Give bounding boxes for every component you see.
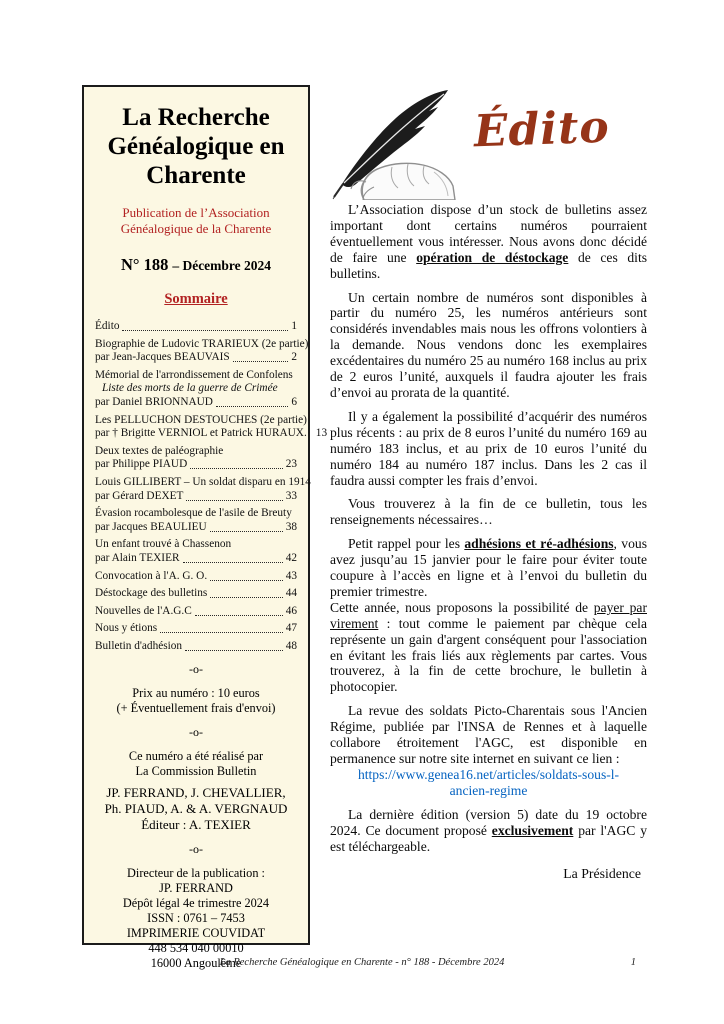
toc-page-number: 33: [285, 489, 297, 502]
toc-page-number: 38: [285, 520, 297, 533]
separator: -o-: [189, 662, 203, 677]
toc-entry-label: Déstockage des bulletins: [95, 587, 208, 600]
toc-entry-nous-y-etions: [95, 622, 297, 636]
toc-page-number: 44: [285, 587, 297, 600]
edito-paragraph-5a: [330, 536, 647, 600]
toc-entry-label: Nous y étions: [95, 622, 158, 635]
publication-director-name: JP. FERRAND: [159, 881, 233, 896]
toc-page-number: 43: [285, 569, 297, 582]
credits-line2: La Commission Bulletin: [135, 764, 257, 779]
dot-leader: [122, 330, 288, 331]
paragraph-text: Cette année, nous proposons la possibilité de: [330, 599, 594, 615]
paragraph-text: de ces dits bulletins.: [330, 249, 648, 281]
dot-leader: [210, 531, 283, 532]
emphasized-text: adhésions et ré-adhésions: [464, 536, 614, 552]
publication-subtitle-line1: Publication de l’Association: [122, 205, 270, 220]
issn: ISSN : 0761 – 7453: [147, 911, 245, 926]
sommaire-heading: Sommaire: [164, 291, 228, 307]
toc-entry-enfant: [95, 538, 297, 565]
paragraph-text: , vous avez jusqu’au 15 janvier pour le faire pour éviter toute coupure à l’accès en ligne et à l’envoi du bulletin du premier trimestre.: [330, 536, 647, 599]
price-block: [95, 686, 297, 716]
quill-in-hand-icon: [330, 86, 470, 200]
dot-leader: [183, 562, 283, 563]
toc-entry-label: Bulletin d'adhésion: [95, 639, 183, 652]
toc-entry-label: Deux textes de paléographie: [95, 444, 224, 457]
soldats-article-link[interactable]: [358, 767, 619, 798]
edito-header: [330, 86, 647, 202]
link-line2: ancien-regime: [449, 782, 528, 798]
footer-title: La Recherche Généalogique en Charente - n° 188 - Décembre 2024: [219, 957, 505, 968]
issue-date: – Décembre 2024: [172, 258, 272, 273]
publication-info-block: [95, 866, 297, 971]
toc-page-number: 13: [315, 427, 328, 440]
sidebar-box: [82, 85, 328, 971]
edito-column: [330, 86, 647, 882]
separator: -o-: [189, 725, 203, 740]
toc-page-number: 2: [291, 351, 297, 364]
toc-page-number: 1: [291, 320, 297, 332]
paragraph-text: par l'AGC y est téléchargeable.: [330, 822, 647, 854]
separator: -o-: [189, 842, 203, 857]
link-line1: https://www.genea16.net/articles/soldats-sous-l-: [357, 766, 620, 782]
toc-entry-label: Mémorial de l'arrondissement de Confolens: [95, 368, 293, 381]
toc-entry-destockage: [95, 587, 297, 601]
toc-entry-subtitle: Liste des morts de la guerre de Crimée: [102, 382, 278, 395]
committee-block: [95, 785, 297, 833]
toc-entry-nouvelles: [95, 605, 297, 619]
toc-entry-author: par Gérard DEXET: [95, 489, 184, 502]
paragraph-text: La dernière édition (version 5) date du 19 octobre 2024. Ce document proposé: [330, 806, 647, 838]
toc-entry-label: Biographie de Ludovic TRARIEUX (2e partie): [95, 337, 309, 350]
edito-paragraph-6: La revue des soldats Picto-Charentais sous l'Ancien Régime, publiée par l'INSA de Rennes et à laquelle collabore étroitement l'AGC, est disponible en permanence sur notre site internet en suivant ce lien :: [330, 703, 647, 766]
dot-leader: [185, 650, 283, 651]
toc-entry-biographie: [95, 337, 309, 365]
committee-line2: Ph. PIAUD, A. & A. VERGNAUD: [104, 801, 288, 817]
toc-entry-label: Les PELLUCHON DESTOUCHES (2e partie): [95, 413, 307, 426]
price-line2: (+ Éventuellement frais d'envoi): [116, 701, 276, 716]
toc-entry-edito: [95, 320, 297, 334]
toc-entry-author: par Philippe PIAUD: [95, 458, 188, 471]
paragraph-text: : tout comme le paiement par chèque cela représente un gain d'argent conséquent pour l'association en évitant les frais liés aux règlements par cartes. Vous trouverez, à la fin de cette brochure, le bulletin à photocopier.: [330, 615, 647, 695]
toc-entry-author: par Daniel BRIONNAUD: [95, 395, 213, 408]
underlined-text: payer par virement: [330, 599, 647, 631]
toc-entry-gillibert: [95, 475, 311, 503]
toc-page-number: 48: [285, 639, 297, 652]
toc-entry-author: par Jean-Jacques BEAUVAIS: [95, 351, 230, 364]
toc-entry-memorial: [95, 369, 297, 410]
dot-leader: [216, 406, 288, 407]
toc-entry-label: Un enfant trouvé à Chassenon: [95, 538, 232, 551]
toc-entry-author: par Jacques BEAULIEU: [95, 520, 207, 533]
edito-paragraph-4: Vous trouverez à la fin de ce bulletin, tous les renseignements nécessaires…: [330, 496, 647, 528]
dot-leader: [233, 361, 289, 362]
issue-number: N° 188: [120, 255, 169, 274]
price-line1: Prix au numéro : 10 euros: [132, 686, 260, 701]
edito-paragraph-2: Un certain nombre de numéros sont disponibles à partir du numéro 25, les numéros antérieurs sont considérés invendables mais nous les offrons volontiers à la demande. Nous vendons donc les exemplaires excédentaires du numéro 25 au numéro 168 inclus au prix de 2 euros l’unité, auxquels il faudra ajouter les frais d’envoi au prorata de la quantité.: [330, 289, 647, 400]
toc-page-number: 47: [285, 622, 297, 635]
printer-name: IMPRIMERIE COUVIDAT: [126, 926, 266, 941]
edito-paragraph-5b: [330, 600, 647, 695]
page-footer: [88, 957, 636, 968]
toc-entry-convocation: [95, 570, 297, 584]
toc-entry-paleographie: [95, 445, 297, 472]
edito-heading: Édito: [472, 101, 611, 158]
dot-leader: [160, 632, 283, 633]
toc-entry-evasion: [95, 507, 297, 534]
link-block: [330, 767, 647, 799]
dot-leader: [210, 597, 282, 598]
edito-paragraph-3: Il y a également la possibilité d’acquérir des numéros plus récents : au prix de 8 euros l’unité du numéro 169 au numéro 183 inclus, et au prix de 10 euros l’unité du numéro 184 au numéro 187 inclus. Dans les 2 cas il faudra aussi compter les frais d’envoi.: [330, 408, 647, 488]
edito-title-wrap: [470, 86, 647, 156]
toc-entry-label: Convocation à l'A. G. O.: [95, 569, 208, 582]
paragraph-text: L’Association dispose d’un stock de bulletins assez important dont certains numéros pourraient éventuellement vous intéresser. Nous avons donc décidé de faire une: [330, 202, 647, 265]
toc-entry-pelluchon: [95, 413, 328, 441]
toc-page-number: 46: [285, 604, 297, 617]
publication-subtitle-line2: Généalogique de la Charente: [120, 221, 272, 236]
toc-entry-author: par † Brigitte VERNIOL et Patrick HURAUX.: [95, 427, 307, 440]
toc-page-number: 6: [291, 395, 297, 408]
printer-number: 448 534 040 00010: [148, 941, 244, 956]
emphasized-text: exclusivement: [491, 822, 574, 838]
dot-leader: [190, 468, 282, 469]
toc-page-number: 23: [285, 458, 297, 471]
toc-entry-author: par Alain TEXIER: [95, 551, 180, 564]
toc-entry-bulletin-adhesion: [95, 640, 297, 654]
committee-line3: Éditeur : A. TEXIER: [141, 817, 251, 833]
toc-entry-label: Nouvelles de l'A.G.C: [95, 604, 192, 617]
table-of-contents: [95, 320, 328, 653]
edito-paragraph-7: [330, 807, 647, 855]
issue-line: [95, 255, 297, 275]
toc-page-number: 42: [285, 551, 297, 564]
dot-leader: [195, 615, 283, 616]
publication-subtitle: [95, 205, 297, 237]
publication-director-label: Directeur de la publication :: [127, 866, 265, 881]
dot-leader: [210, 580, 283, 581]
signature: La Présidence: [563, 866, 641, 882]
paragraph-text: Petit rappel pour les: [348, 536, 465, 552]
committee-line1: JP. FERRAND, J. CHEVALLIER,: [106, 785, 286, 801]
toc-entry-label: Édito: [95, 320, 120, 332]
page-number: 1: [630, 957, 636, 968]
credits-block: [95, 749, 297, 779]
toc-entry-label: Évasion rocambolesque de l'asile de Breuty: [95, 507, 292, 520]
edito-paragraph-1: [330, 202, 647, 282]
bulletin-title: La Recherche Généalogique en Charente: [107, 104, 285, 189]
credits-line1: Ce numéro a été réalisé par: [128, 749, 264, 764]
legal-deposit: Dépôt légal 4e trimestre 2024: [122, 896, 270, 911]
emphasized-text: opération de déstockage: [416, 249, 569, 265]
toc-entry-label: Louis GILLIBERT – Un soldat disparu en 1914: [95, 475, 311, 488]
dot-leader: [186, 500, 282, 501]
printer-city: 16000 Angoulême: [150, 956, 242, 971]
